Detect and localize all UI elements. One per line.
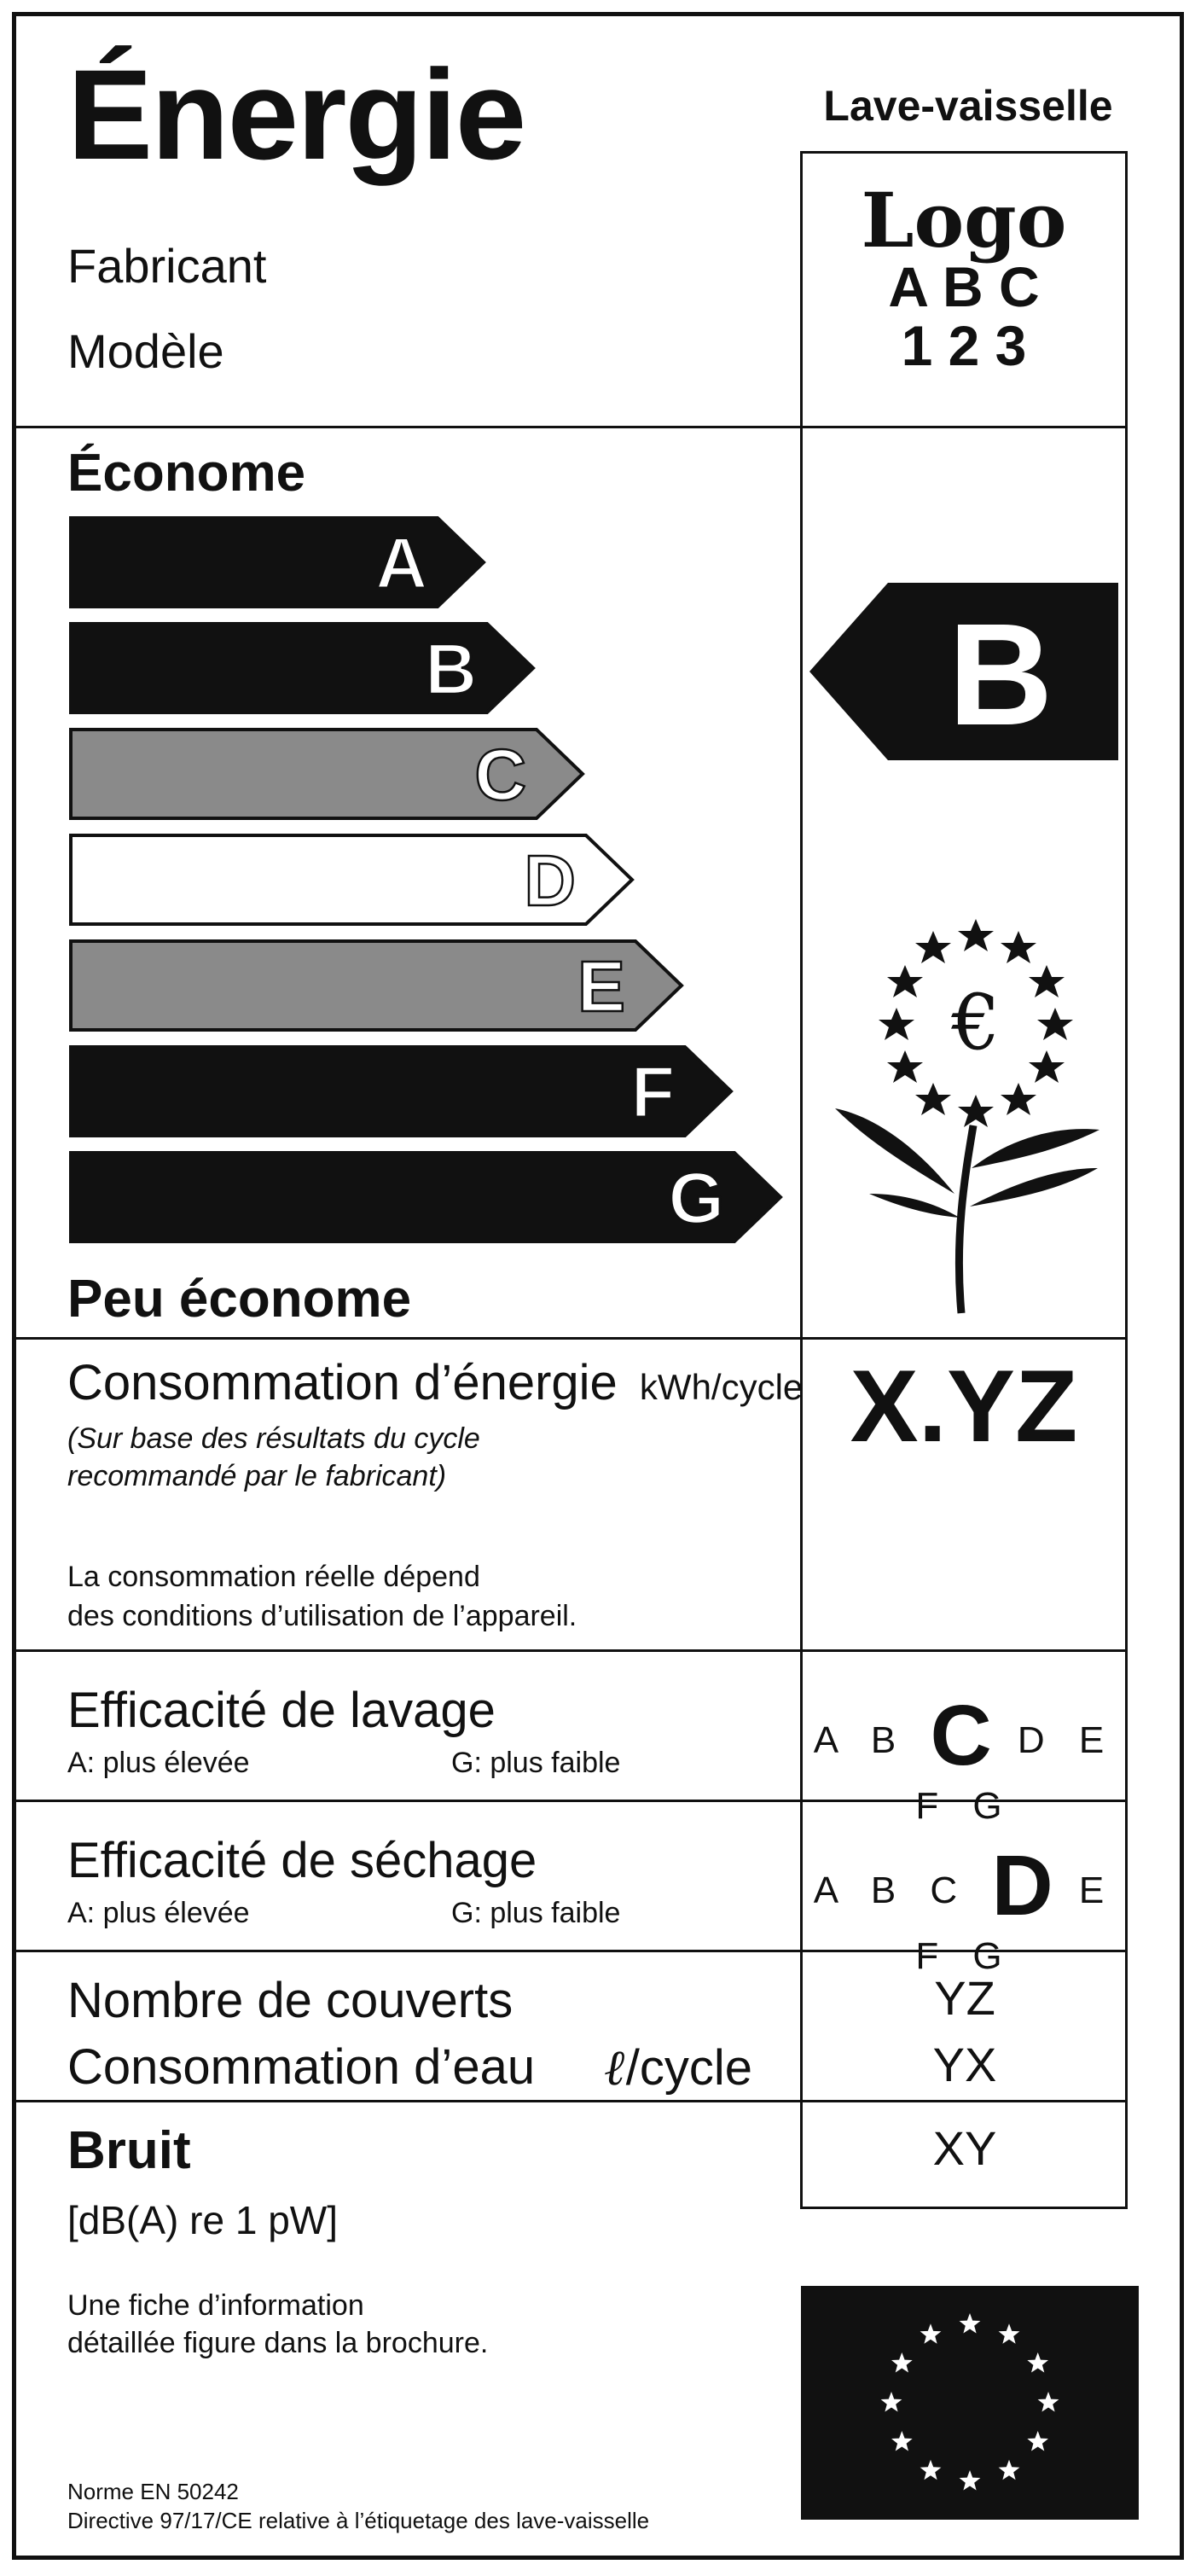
energy-consumption-title [67, 1354, 803, 1411]
energy-class-letter: D [524, 840, 576, 921]
noise-label: Bruit [67, 2121, 191, 2180]
separator-energy [16, 1649, 1128, 1652]
energy-consumption-unit: kWh/cycle [639, 1367, 804, 1407]
drying-scale-before: A B C [813, 1869, 970, 1911]
washing-scale-selected: C [930, 1688, 995, 1783]
energy-class-letter: E [577, 946, 625, 1026]
energy-consumption-value: X.YZ [850, 1349, 1078, 1463]
water-unit-text: /cycle [625, 2040, 753, 2096]
water-consumption-label: Consommation d’eau [67, 2039, 536, 2095]
info-sheet-line2: détaillée figure dans la brochure. [67, 2327, 489, 2359]
energy-class-b [71, 624, 533, 712]
energy-label [12, 12, 1184, 2560]
place-settings-value: YZ [934, 1971, 995, 2025]
drying-scale-selected: D [991, 1838, 1057, 1933]
energy-rating-arrow [803, 578, 1123, 765]
manufacturer-label: Fabricant [67, 239, 267, 293]
drying-efficiency-scale [801, 1837, 1128, 1978]
energy-disclaimer-line2: des conditions d’utilisation de l’appareil. [67, 1600, 577, 1632]
drying-scale-after: E F G [915, 1869, 1117, 1977]
right-column-bottom-border [800, 2207, 1128, 2209]
info-sheet-line1: Une fiche d’information [67, 2289, 364, 2322]
energy-consumption-label: Consommation d’énergie [67, 1355, 618, 1410]
logo-line3: 1 2 3 [901, 314, 1027, 378]
standard-reference: Norme EN 50242 [67, 2479, 239, 2504]
energy-class-g [71, 1153, 780, 1241]
logo-line1: Logo [861, 176, 1067, 265]
energy-note-line2: recommandé par le fabricant) [67, 1460, 447, 1492]
drying-best-label: A: plus élevée [67, 1897, 250, 1929]
energy-class-f [71, 1047, 731, 1136]
drying-efficiency-title: Efficacité de séchage [67, 1833, 537, 1888]
right-column-top-border [800, 151, 1128, 154]
energy-class-letter: F [630, 1052, 675, 1132]
energy-disclaimer-line1: La consommation réelle dépend [67, 1561, 480, 1593]
energy-note-line1: (Sur base des résultats du cycle [67, 1422, 480, 1455]
noise-value: XY [932, 2121, 997, 2175]
energy-class-scale [16, 16, 801, 1337]
energy-class-letter: C [474, 735, 526, 815]
scale-bottom-label: Peu économe [67, 1270, 412, 1329]
ecolabel-center-letter: € [951, 978, 1001, 1067]
rating-letter: B [948, 594, 1053, 756]
energy-class-letter: G [668, 1158, 724, 1238]
appliance-type: Lave-vaisselle [823, 82, 1113, 130]
washing-scale-before: A B [813, 1719, 908, 1761]
water-consumption-unit [605, 2038, 752, 2096]
separator-water [16, 2100, 1128, 2102]
eu-ecolabel-flower-icon [827, 912, 1108, 1322]
washing-worst-label: G: plus faible [451, 1747, 621, 1779]
place-settings-label: Nombre de couverts [67, 1973, 513, 2028]
drying-worst-label: G: plus faible [451, 1897, 621, 1929]
brand-logo [803, 176, 1125, 378]
directive-reference: Directive 97/17/CE relative à l’étiquetage des lave-vaisselle [67, 2508, 650, 2533]
eu-flag-icon [801, 2286, 1139, 2520]
noise-unit: [dB(A) re 1 pW] [67, 2198, 338, 2242]
washing-efficiency-scale [801, 1687, 1128, 1828]
scale-top-label: Économe [67, 444, 306, 503]
model-label: Modèle [67, 324, 224, 378]
energy-class-c [71, 730, 583, 818]
energy-class-d [71, 835, 632, 924]
energy-class-e [71, 941, 682, 1030]
washing-scale-after: D E F G [915, 1719, 1117, 1827]
logo-line2: A B C [888, 255, 1040, 318]
separator-scale [16, 1337, 1128, 1340]
washing-best-label: A: plus élevée [67, 1747, 250, 1779]
litre-symbol: ℓ [605, 2038, 626, 2096]
energy-class-letter: B [425, 629, 477, 709]
energy-class-letter: A [375, 523, 427, 603]
label-title: Énergie [67, 43, 525, 186]
water-consumption-value: YX [932, 2038, 997, 2091]
energy-class-a [71, 518, 484, 607]
washing-efficiency-title: Efficacité de lavage [67, 1683, 496, 1738]
